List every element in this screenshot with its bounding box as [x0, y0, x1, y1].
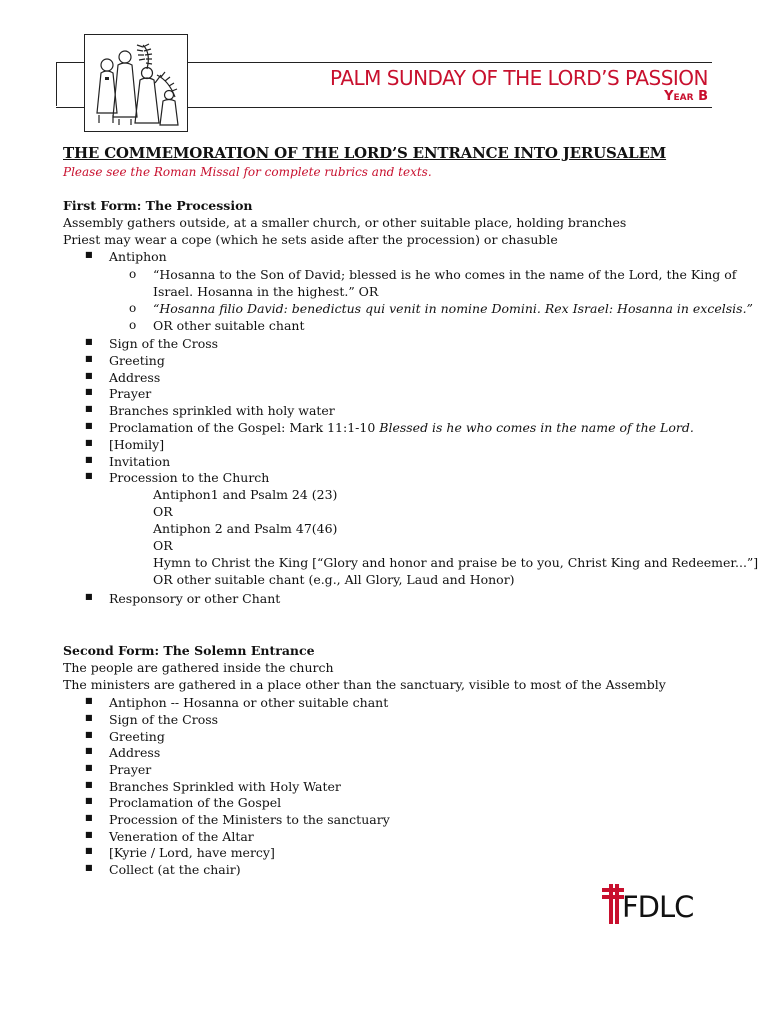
- bullet-icon: ■: [85, 863, 93, 872]
- list-item: Collect (at the chair): [109, 862, 241, 877]
- antiphon-label: Antiphon: [109, 249, 167, 264]
- bullet-icon: ■: [85, 438, 93, 447]
- bullet-icon: ■: [85, 780, 93, 789]
- antiphon-option-3: OR other suitable chant: [153, 318, 305, 333]
- second-form-line-2: The ministers are gathered in a place other than the sanctuary, visible to most of the Assembly: [63, 677, 666, 692]
- list-item: Greeting: [109, 729, 165, 744]
- bullet-icon: ■: [85, 763, 93, 772]
- bullet-icon: ■: [85, 713, 93, 722]
- bullet-icon: ■: [85, 371, 93, 380]
- procession-option: Hymn to Christ the King [“Glory and honor and praise be to you, Christ King and Redeemer...”]: [153, 555, 759, 570]
- list-item: Prayer: [109, 762, 152, 777]
- list-item: Address: [109, 370, 161, 385]
- bullet-icon: ■: [85, 730, 93, 739]
- sub-bullet-icon: o: [129, 301, 137, 315]
- bullet-icon: ■: [85, 354, 93, 363]
- logo-text: FDLC: [622, 890, 694, 924]
- list-item: Proclamation of the Gospel: [109, 795, 282, 810]
- bullet-icon: ■: [85, 830, 93, 839]
- year-label: Year B: [664, 89, 708, 104]
- procession-option: OR: [153, 538, 173, 553]
- bullet-icon: ■: [85, 337, 93, 346]
- list-item: [Kyrie / Lord, have mercy]: [109, 845, 275, 860]
- list-item: Antiphon -- Hosanna or other suitable chant: [109, 695, 389, 710]
- list-item: Prayer: [109, 386, 152, 401]
- sub-bullet-icon: o: [129, 318, 137, 332]
- bullet-icon: ■: [85, 455, 93, 464]
- responsory-item: Responsory or other Chant: [109, 591, 281, 606]
- procession-option: OR: [153, 504, 173, 519]
- bullet-icon: ■: [85, 250, 93, 259]
- fdlc-logo: [602, 882, 694, 926]
- bullet-icon: ■: [85, 846, 93, 855]
- palm-procession-illustration: [84, 34, 188, 132]
- bullet-icon: ■: [85, 696, 93, 705]
- list-item: Address: [109, 745, 161, 760]
- bullet-icon: ■: [85, 592, 93, 601]
- homily-item: [Homily]: [109, 437, 165, 452]
- invitation-item: Invitation: [109, 454, 171, 469]
- procession-option: Antiphon1 and Psalm 24 (23): [153, 487, 338, 502]
- gospel-item: [109, 420, 694, 437]
- sub-bullet-icon: o: [129, 267, 137, 281]
- bullet-icon: ■: [85, 813, 93, 822]
- second-form-heading: Second Form: The Solemn Entrance: [63, 643, 315, 658]
- antiphon-option-2: “Hosanna filio David: benedictus qui venit in nomine Domini. Rex Israel: Hosanna in excelsis.”: [153, 301, 753, 316]
- first-form-heading: First Form: The Procession: [63, 198, 253, 213]
- list-item: Procession of the Ministers to the sanctuary: [109, 812, 390, 827]
- list-item: Branches Sprinkled with Holy Water: [109, 779, 341, 794]
- section-title: THE COMMEMORATION OF THE LORD’S ENTRANCE INTO JERUSALEM: [63, 144, 667, 162]
- cross-icon: [602, 882, 624, 926]
- gospel-label: Proclamation of the Gospel: Mark 11:1-10: [109, 420, 380, 435]
- procession-item: Procession to the Church: [109, 470, 270, 485]
- first-form-line-1: Assembly gathers outside, at a smaller church, or other suitable place, holding branches: [63, 215, 627, 230]
- second-form-line-1: The people are gathered inside the church: [63, 660, 334, 675]
- list-item: Branches sprinkled with holy water: [109, 403, 335, 418]
- procession-option: Antiphon 2 and Psalm 47(46): [153, 521, 338, 536]
- bullet-icon: ■: [85, 421, 93, 430]
- bullet-icon: ■: [85, 471, 93, 480]
- list-item: Sign of the Cross: [109, 712, 219, 727]
- bullet-icon: ■: [85, 387, 93, 396]
- page-title: PALM SUNDAY OF THE LORD’S PASSION: [330, 66, 708, 90]
- first-form-line-2: Priest may wear a cope (which he sets aside after the procession) or chasuble: [63, 232, 558, 247]
- bullet-icon: ■: [85, 404, 93, 413]
- antiphon-option-1a: “Hosanna to the Son of David; blessed is he who comes in the name of the Lord, the King of: [153, 267, 737, 282]
- list-item: Greeting: [109, 353, 165, 368]
- list-item: Veneration of the Altar: [109, 829, 254, 844]
- bullet-icon: ■: [85, 796, 93, 805]
- gospel-quote: Blessed is he who comes in the name of the Lord.: [379, 420, 694, 435]
- rubrics-note: Please see the Roman Missal for complete rubrics and texts.: [63, 165, 432, 179]
- procession-option: OR other suitable chant (e.g., All Glory, Laud and Honor): [153, 572, 515, 587]
- palm-procession-drawing: [85, 35, 187, 131]
- antiphon-option-1b: Israel. Hosanna in the highest.” OR: [153, 284, 379, 299]
- bullet-icon: ■: [85, 746, 93, 755]
- list-item: Sign of the Cross: [109, 336, 219, 351]
